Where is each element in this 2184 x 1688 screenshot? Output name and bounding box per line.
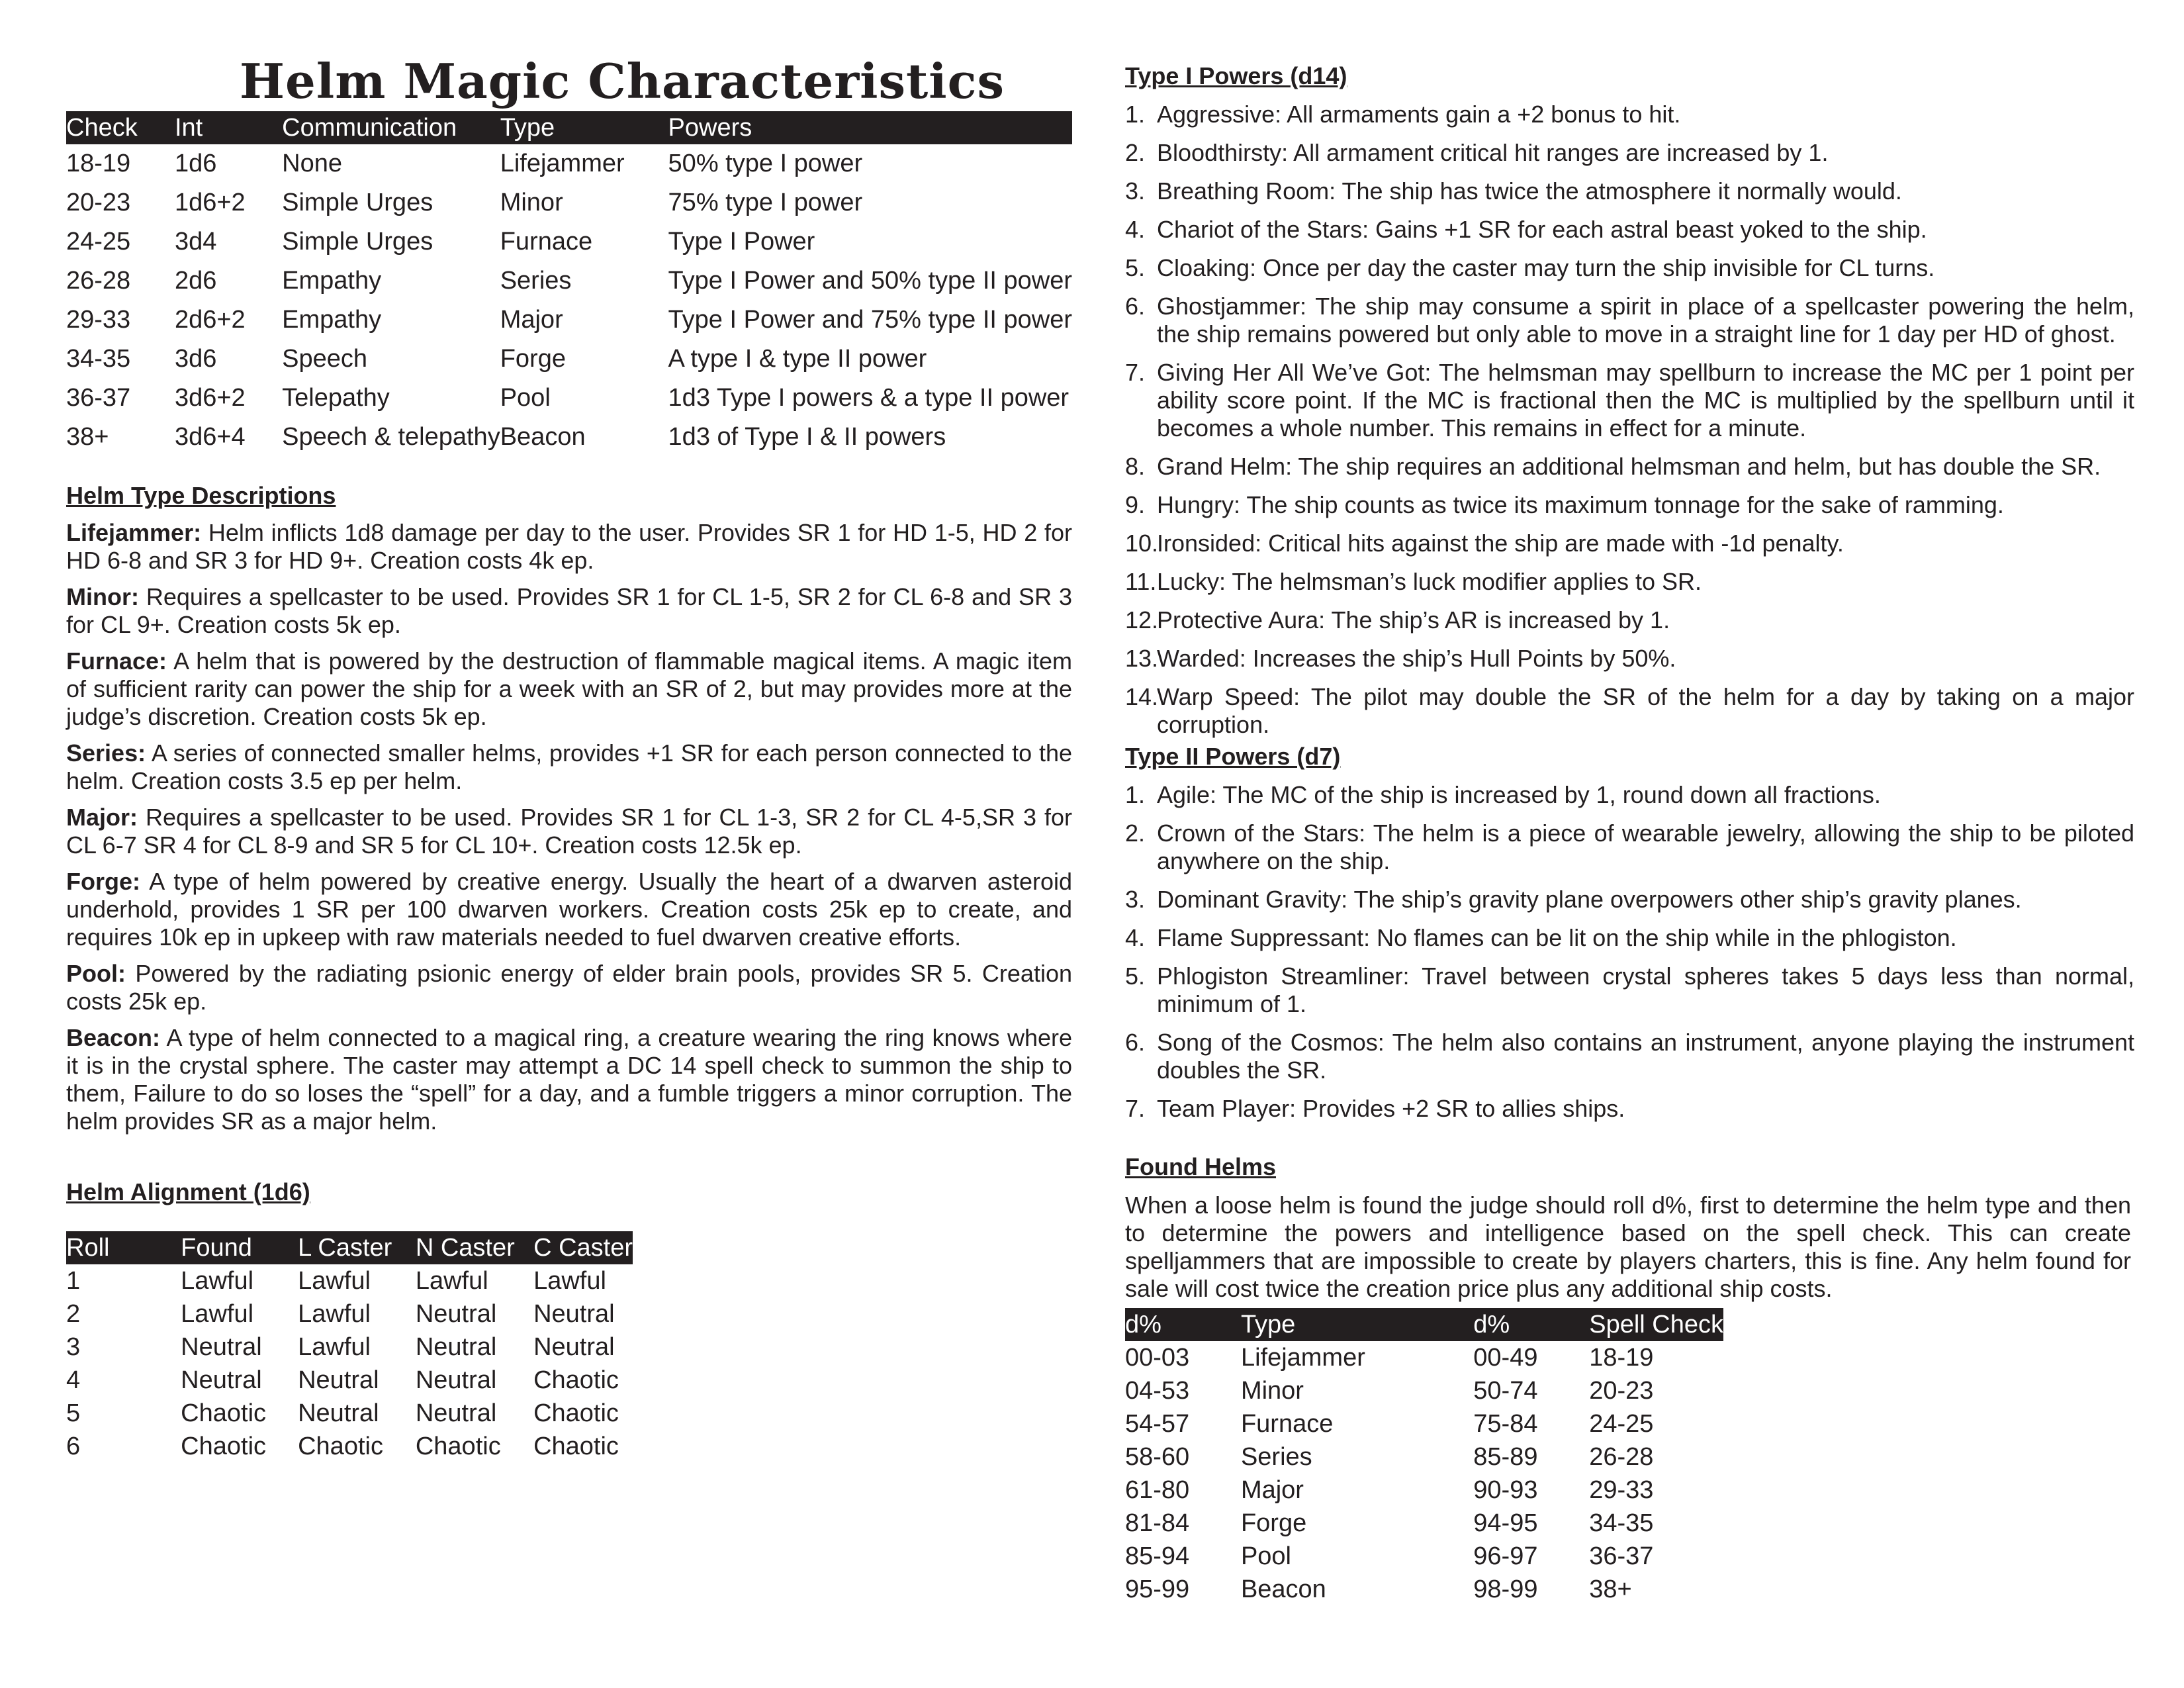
item-text: Giving Her All We’ve Got: The helmsman may spellburn to increase the MC per 1 point per ability score point. If the MC is fractional then the MC is multiplied by the spellburn until it becomes a whole number. This remains in effect for a minute. [1157,359,2134,442]
helm-type-name: Pool: [66,960,126,987]
list-item [1125,1095,2134,1123]
cell-type: Minor [500,189,563,216]
cell-type: Pool [500,384,551,412]
item-number: 3. [1125,177,1146,205]
helm-type-text: A type of helm connected to a magical ring, a creature wearing the ring knows where it is in the crystal sphere. The caster may attempt a DC 14 spell check to summon the ship to them, Failure to do so loses the “spell” for a day, and a fumble triggers a minor corruption. The helm provides SR as a major helm. [66,1024,1072,1135]
helm-type-description [66,1024,1072,1135]
table-row [66,144,1072,183]
alignment-table [66,1231,633,1463]
cell-d-percent-check: 00-49 [1473,1343,1538,1372]
cell-check: 38+ [66,423,109,451]
item-text: Ghostjammer: The ship may consume a spirit in place of a spellcaster powering the helm, the ship remains powered but only able to move in a straight line for 1 day per HD of ghost. [1157,293,2134,348]
cell-int: 2d6+2 [174,306,246,334]
item-number: 5. [1125,254,1146,281]
cell-d-percent-type: 04-53 [1125,1376,1190,1405]
item-text: Ironsided: Critical hits against the ship are made with -1d penalty. [1157,530,1844,557]
type2-heading: Type II Powers (d7) [1125,743,1341,770]
column-header-d-percent-type: d% [1125,1308,1241,1341]
cell-d-percent-type: 85-94 [1125,1542,1190,1570]
column-header-powers: Powers [668,111,1072,144]
item-text: Chariot of the Stars: Gains +1 SR for each astral beast yoked to the ship. [1157,216,1927,243]
item-text: Breathing Room: The ship has twice the atmosphere it normally would. [1157,177,1902,205]
cell-spell-check: 38+ [1589,1575,1632,1603]
cell-roll: 3 [66,1333,81,1361]
column-header-n-caster: N Caster [416,1231,533,1264]
cell-l-caster: Lawful [298,1299,371,1328]
cell-c-caster: Neutral [533,1299,615,1328]
list-item [1125,886,2134,914]
item-number: 7. [1125,359,1146,386]
table-header-row [66,111,1072,144]
cell-c-caster: Neutral [533,1333,615,1361]
helm-type-description [66,519,1072,575]
cell-d-percent-type: 54-57 [1125,1409,1190,1438]
cell-spell-check: 34-35 [1589,1509,1654,1537]
cell-l-caster: Lawful [298,1333,371,1361]
cell-powers: A type I & type II power [668,345,927,373]
column-header-found: Found [181,1231,298,1264]
list-item [1125,293,2134,348]
cell-int: 1d6 [174,150,217,177]
table-row [1125,1407,1723,1440]
helm-type-text: A series of connected smaller helms, provides +1 SR for each person connected to the helm. Creation costs 3.5 ep per helm. [66,739,1072,794]
cell-d-percent-check: 94-95 [1473,1509,1538,1537]
cell-type: Major [500,306,563,334]
item-text: Aggressive: All armaments gain a +2 bonus to hit. [1157,101,1681,128]
table-row [66,183,1072,222]
cell-n-caster: Neutral [415,1299,497,1328]
table-row [1125,1507,1723,1540]
cell-type: Forge [500,345,566,373]
table-row [1125,1440,1723,1474]
cell-d-percent-type: 61-80 [1125,1476,1190,1504]
table-header-row [1125,1308,1723,1341]
item-number: 1. [1125,781,1146,808]
item-text: Warp Speed: The pilot may double the SR of the helm for a day by taking on a major corruption. [1157,683,2134,738]
cell-powers: 50% type I power [668,150,863,177]
type2-powers-list [1125,781,2134,1133]
item-number: 11. [1125,568,1157,595]
cell-n-caster: Neutral [415,1333,497,1361]
cell-communication: Simple Urges [282,228,433,256]
cell-spell-check: 26-28 [1589,1442,1654,1471]
list-item [1125,924,2134,952]
item-number: 4. [1125,924,1146,951]
list-item [1125,683,2134,739]
cell-spell-check: 36-37 [1589,1542,1654,1570]
cell-check: 20-23 [66,189,131,216]
found-helms-heading: Found Helms [1125,1153,1277,1180]
item-number: 7. [1125,1095,1146,1122]
helm-type-text: Powered by the radiating psionic energy of elder brain pools, provides SR 5. Creation costs 25k ep. [66,960,1072,1015]
item-number: 5. [1125,962,1146,990]
list-item [1125,139,2134,167]
helm-type-name: Series: [66,739,146,767]
cell-communication: Speech & telepathy [282,423,500,451]
helm-type-description [66,647,1072,731]
helm-type-text: A type of helm powered by creative energy. Usually the heart of a dwarven asteroid underhold, provides 1 SR per 100 dwarven workers. Creation costs 25k ep to create, and requires 10k ep in upkeep with raw materials needed to fuel dwarven creative efforts. [66,868,1072,951]
cell-d-percent-type: 95-99 [1125,1575,1190,1603]
list-item [1125,177,2134,205]
item-text: Hungry: The ship counts as twice its maximum tonnage for the sake of ramming. [1157,491,2004,518]
cell-d-percent-check: 90-93 [1473,1476,1538,1504]
alignment-heading: Helm Alignment (1d6) [66,1178,310,1205]
helm-type-name: Furnace: [66,647,167,675]
cell-powers: Type I Power and 75% type II power [668,306,1072,334]
cell-d-percent-check: 96-97 [1473,1542,1538,1570]
list-item [1125,781,2134,809]
item-number: 10. [1125,530,1159,557]
cell-roll: 5 [66,1399,81,1427]
cell-communication: Simple Urges [282,189,433,216]
cell-check: 18-19 [66,150,131,177]
cell-check: 24-25 [66,228,131,256]
cell-communication: Telepathy [282,384,390,412]
cell-powers: Type I Power [668,228,815,256]
cell-communication: None [282,150,342,177]
item-number: 8. [1125,453,1146,480]
helm-type-description [66,868,1072,951]
item-text: Crown of the Stars: The helm is a piece of wearable jewelry, allowing the ship to be piloted anywhere on the ship. [1157,820,2134,874]
item-text: Team Player: Provides +2 SR to allies ships. [1157,1095,1625,1122]
list-item [1125,1029,2134,1084]
helm-type-description [66,804,1072,859]
list-item [1125,254,2134,282]
item-text: Dominant Gravity: The ship’s gravity plane overpowers other ship’s gravity planes. [1157,886,2022,913]
cell-d-percent-type: 81-84 [1125,1509,1190,1537]
cell-int: 3d6+4 [174,423,246,451]
item-number: 13. [1125,645,1159,672]
item-text: Protective Aura: The ship’s AR is increased by 1. [1157,606,1670,633]
item-number: 12. [1125,606,1159,633]
page-title: Helm Magic Characteristics [240,53,1005,109]
cell-int: 2d6 [174,267,217,295]
item-text: Cloaking: Once per day the caster may turn the ship invisible for CL turns. [1157,254,1935,281]
list-item [1125,645,2134,673]
table-row [66,261,1072,301]
table-row [66,1397,633,1430]
cell-l-caster: Chaotic [298,1432,383,1460]
helm-type-description [66,739,1072,795]
cell-c-caster: Chaotic [533,1366,619,1394]
cell-found: Neutral [181,1333,262,1361]
item-number: 2. [1125,820,1146,847]
table-row [66,301,1072,340]
characteristics-table [66,111,1072,457]
cell-type: Minor [1240,1376,1304,1405]
list-item [1125,216,2134,244]
item-text: Song of the Cosmos: The helm also contains an instrument, anyone playing the instrument doubles the SR. [1157,1029,2134,1084]
cell-found: Neutral [181,1366,262,1394]
helm-type-heading: Helm Type Descriptions [66,482,336,509]
cell-check: 26-28 [66,267,131,295]
helm-type-name: Major: [66,804,138,831]
column-header-spell-check: Spell Check [1589,1308,1723,1341]
helm-type-text: Requires a spellcaster to be used. Provides SR 1 for CL 1-5, SR 2 for CL 6-8 and SR 3 for CL 9+. Creation costs 5k ep. [66,583,1072,638]
list-item [1125,606,2134,634]
type1-powers-list [1125,101,2134,749]
item-text: Warded: Increases the ship’s Hull Points by 50%. [1157,645,1676,672]
helm-type-name: Lifejammer: [66,519,202,546]
cell-type: Beacon [500,423,586,451]
cell-l-caster: Neutral [298,1399,379,1427]
cell-type: Furnace [500,228,593,256]
item-number: 14. [1125,683,1159,710]
cell-type: Major [1240,1476,1304,1504]
cell-found: Chaotic [181,1432,267,1460]
helm-type-text: Requires a spellcaster to be used. Provides SR 1 for CL 1-3, SR 2 for CL 4-5,SR 3 for CL 6-7 SR 4 for CL 8-9 and SR 5 for CL 10+. Creation costs 12.5k ep. [66,804,1072,859]
cell-powers: 1d3 Type I powers & a type II power [668,384,1069,412]
table-row [66,1297,633,1331]
cell-l-caster: Lawful [298,1266,371,1295]
cell-type: Lifejammer [1240,1343,1365,1372]
helm-type-text: A helm that is powered by the destruction of flammable magical items. A magic item of sufficient rarity can power the ship for a week with an SR of 2, but may provides more at the judge’s discretion. Creation costs 5k ep. [66,647,1072,730]
item-text: Grand Helm: The ship requires an additional helmsman and helm, but has double the SR. [1157,453,2101,480]
cell-c-caster: Lawful [533,1266,606,1295]
found-helms-text: When a loose helm is found the judge should roll d%, first to determine the helm type and then to determine the powers and intelligence based on the spell check. This can create spelljammers that are impossible to create by players charters, this is fine. Any helm found for sale will cost twice the creation price plus any additional ship costs. [1125,1192,2131,1302]
helm-type-name: Beacon: [66,1024,161,1051]
helm-type-descriptions [66,519,1072,1144]
cell-roll: 1 [66,1266,81,1295]
list-item [1125,491,2134,519]
cell-d-percent-check: 98-99 [1473,1575,1538,1603]
item-text: Lucky: The helmsman’s luck modifier applies to SR. [1157,568,1702,595]
cell-found: Lawful [181,1266,254,1295]
list-item [1125,359,2134,442]
cell-communication: Empathy [282,306,382,334]
list-item [1125,820,2134,875]
cell-roll: 4 [66,1366,81,1394]
item-text: Agile: The MC of the ship is increased by 1, round down all fractions. [1157,781,1881,808]
cell-roll: 6 [66,1432,81,1460]
cell-check: 29-33 [66,306,131,334]
helm-type-text: Helm inflicts 1d8 damage per day to the user. Provides SR 1 for HD 1-5, HD 2 for HD 6-8 and SR 3 for HD 9+. Creation costs 4k ep. [66,519,1072,574]
item-text: Phlogiston Streamliner: Travel between crystal spheres takes 5 days less than normal, minimum of 1. [1157,962,2134,1017]
item-number: 2. [1125,139,1146,166]
type1-heading: Type I Powers (d14) [1125,62,1347,89]
table-row [1125,1341,1723,1374]
cell-n-caster: Neutral [415,1366,497,1394]
column-header-l-caster: L Caster [298,1231,416,1264]
helm-type-name: Minor: [66,583,139,610]
table-row [66,1364,633,1397]
list-item [1125,962,2134,1018]
table-row [66,1430,633,1463]
cell-check: 34-35 [66,345,131,373]
cell-d-percent-check: 75-84 [1473,1409,1538,1438]
cell-found: Lawful [181,1299,254,1328]
column-header-int: Int [175,111,282,144]
item-number: 3. [1125,886,1146,913]
cell-type: Forge [1240,1509,1307,1537]
table-row [1125,1573,1723,1606]
cell-type: Series [1240,1442,1312,1471]
list-item [1125,453,2134,481]
column-header-roll: Roll [66,1231,181,1264]
item-number: 6. [1125,1029,1146,1056]
item-text: Bloodthirsty: All armament critical hit ranges are increased by 1. [1157,139,1829,166]
cell-d-percent-check: 50-74 [1473,1376,1538,1405]
column-header-check: Check [66,111,175,144]
cell-type: Beacon [1240,1575,1326,1603]
cell-communication: Speech [282,345,368,373]
list-item [1125,530,2134,557]
item-number: 9. [1125,491,1146,518]
cell-spell-check: 20-23 [1589,1376,1654,1405]
cell-int: 3d4 [174,228,217,256]
column-header-d-percent-check: d% [1473,1308,1589,1341]
table-header-row [66,1231,633,1264]
column-header-communication: Communication [282,111,500,144]
table-row [66,1331,633,1364]
helm-type-name: Forge: [66,868,140,895]
table-row [66,379,1072,418]
item-number: 4. [1125,216,1146,243]
cell-type: Furnace [1240,1409,1334,1438]
table-row [66,222,1072,261]
cell-spell-check: 18-19 [1589,1343,1654,1372]
table-row [1125,1474,1723,1507]
cell-check: 36-37 [66,384,131,412]
helm-type-description [66,583,1072,639]
cell-int: 3d6+2 [174,384,246,412]
table-row [1125,1540,1723,1573]
table-row [66,1264,633,1297]
table-row [66,340,1072,379]
column-header-c-caster: C Caster [533,1231,633,1264]
cell-n-caster: Neutral [415,1399,497,1427]
list-item [1125,568,2134,596]
column-header-type: Type [500,111,668,144]
cell-int: 3d6 [174,345,217,373]
cell-powers: 75% type I power [668,189,863,216]
cell-communication: Empathy [282,267,382,295]
cell-type: Pool [1240,1542,1291,1570]
cell-roll: 2 [66,1299,81,1328]
item-number: 1. [1125,101,1146,128]
cell-spell-check: 24-25 [1589,1409,1654,1438]
list-item [1125,101,2134,128]
helm-type-description [66,960,1072,1015]
cell-n-caster: Lawful [415,1266,488,1295]
table-row [1125,1374,1723,1407]
item-number: 6. [1125,293,1146,320]
column-header-type: Type [1241,1308,1473,1341]
cell-type: Series [500,267,572,295]
cell-c-caster: Chaotic [533,1432,619,1460]
cell-found: Chaotic [181,1399,267,1427]
cell-spell-check: 29-33 [1589,1476,1654,1504]
item-text: Flame Suppressant: No flames can be lit on the ship while in the phlogiston. [1157,924,1957,951]
cell-d-percent-check: 85-89 [1473,1442,1538,1471]
found-helms-table [1125,1308,1723,1606]
cell-d-percent-type: 00-03 [1125,1343,1190,1372]
cell-type: Lifejammer [500,150,625,177]
cell-powers: Type I Power and 50% type II power [668,267,1072,295]
cell-c-caster: Chaotic [533,1399,619,1427]
cell-l-caster: Neutral [298,1366,379,1394]
cell-powers: 1d3 of Type I & II powers [668,423,946,451]
cell-int: 1d6+2 [174,189,246,216]
cell-n-caster: Chaotic [415,1432,501,1460]
table-row [66,418,1072,457]
cell-d-percent-type: 58-60 [1125,1442,1190,1471]
